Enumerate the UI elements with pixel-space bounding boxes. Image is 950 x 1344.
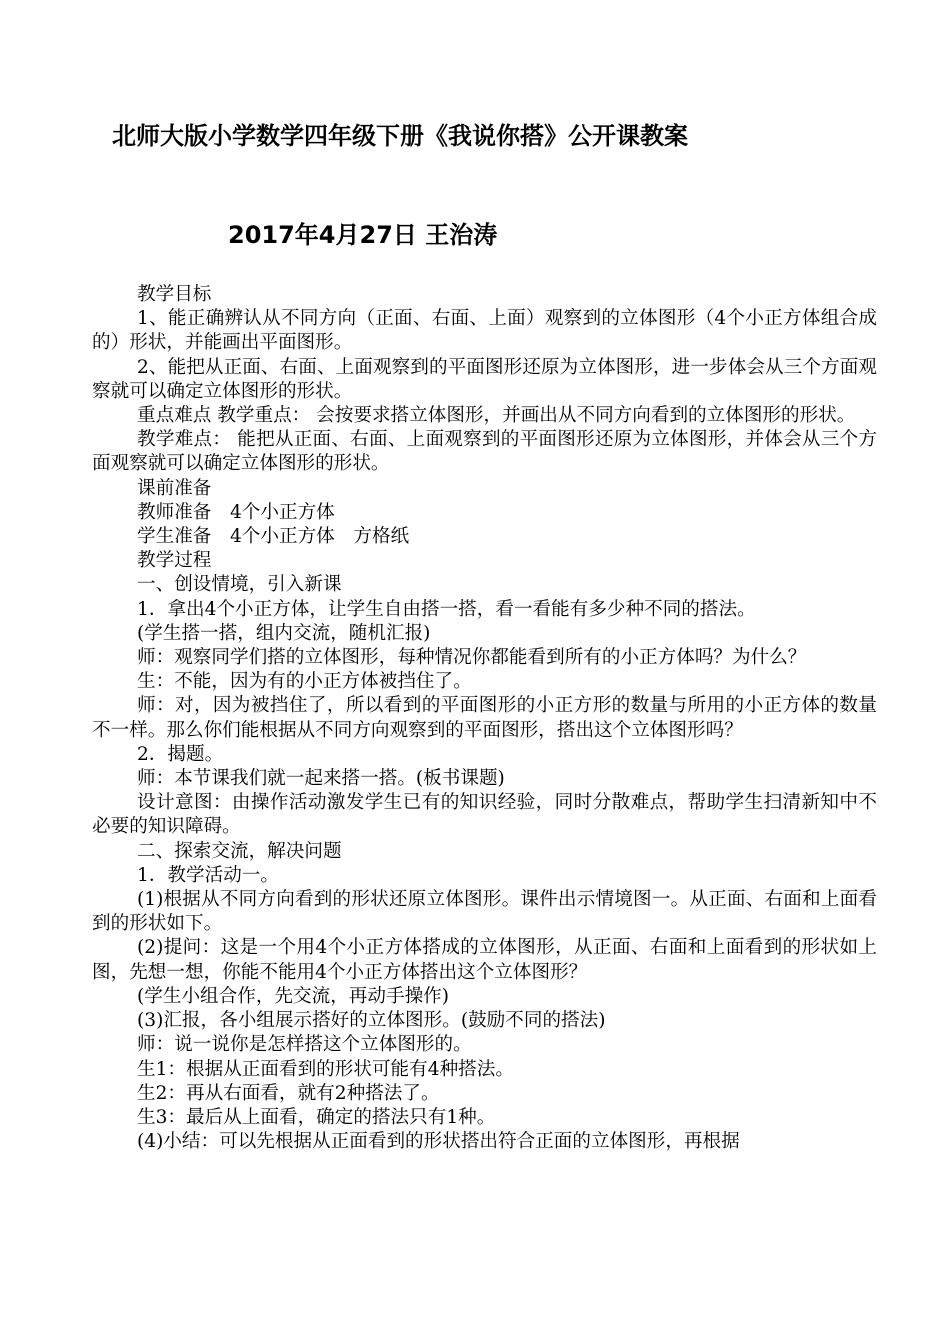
paragraph: 教师准备 4个小正方体 [137, 501, 335, 523]
paragraph: 二、探索交流，解决问题 [137, 840, 342, 862]
paragraph: (学生小组合作，先交流，再动手操作) [137, 985, 450, 1007]
document-body [92, 283, 877, 1154]
paragraph: 师：本节课我们就一起来搭一搭。(板书课题) [137, 768, 505, 790]
paragraph: 设计意图：由操作活动激发学生已有的知识经验，同时分散难点，帮助学生扫清新知中不必要的知识障碍。 [92, 792, 877, 838]
paragraph: 一、创设情境，引入新课 [137, 574, 342, 596]
paragraph: 2．揭题。 [137, 743, 224, 765]
paragraph: 教学目标 [137, 284, 212, 305]
paragraph: 师：对，因为被挡住了，所以看到的平面图形的小正方形的数量与所用的小正方体的数量不一样。那么你们能根据从不同方向观察到的平面图形，搭出这个立体图形吗？ [92, 695, 877, 741]
paragraph: 生1：根据从正面看到的形状可能有4种搭法。 [137, 1058, 514, 1080]
paragraph: 教学过程 [137, 550, 212, 572]
paragraph: 学生准备 4个小正方体 方格纸 [137, 526, 410, 548]
paragraph: (1)根据从不同方向看到的形状还原立体图形。课件出示情境图一。从正面、右面和上面看到的形状如下。 [92, 889, 877, 935]
document-title: 北师大版小学数学四年级下册《我说你搭》公开课教案 [112, 122, 688, 150]
paragraph: 重点难点 教学重点： 会按要求搭立体图形，并画出从不同方向看到的立体图形的形状。 [137, 405, 856, 427]
paragraph: 1、能正确辨认从不同方向（正面、右面、上面）观察到的立体图形（4个小正方体组合成的）形状，并能画出平面图形。 [92, 308, 877, 354]
date-author-line: 2017年4月27日 王治涛 [228, 221, 498, 249]
paragraph: (4)小结：可以先根据从正面看到的形状搭出符合正面的立体图形，再根据 [137, 1131, 740, 1153]
paragraph: 师：观察同学们搭的立体图形，每种情况你都能看到所有的小正方体吗？为什么？ [137, 647, 807, 669]
paragraph: 1．教学活动一。 [137, 864, 279, 886]
paragraph: 生2：再从右面看，就有2种搭法了。 [137, 1082, 440, 1104]
paragraph: 生3：最后从上面看，确定的搭法只有1种。 [137, 1106, 496, 1128]
paragraph: 1．拿出4个小正方体，让学生自由搭一搭，看一看能有多少种不同的搭法。 [137, 598, 756, 620]
paragraph: 教学难点： 能把从正面、右面、上面观察到的平面图形还原为立体图形，并体会从三个方面观察就可以确定立体图形的形状。 [92, 429, 877, 475]
paragraph: (3)汇报，各小组展示搭好的立体图形。(鼓励不同的搭法) [137, 1010, 606, 1032]
paragraph: (2)提问：这是一个用4个小正方体搭成的立体图形，从正面、右面和上面看到的形状如上图，先想一想，你能不能用4个小正方体搭出这个立体图形？ [92, 937, 877, 983]
paragraph: 师：说一说你是怎样搭这个立体图形的。 [137, 1034, 472, 1056]
paragraph: 课前准备 [137, 477, 212, 499]
paragraph: 生：不能，因为有的小正方体被挡住了。 [137, 671, 472, 693]
paragraph: (学生搭一搭，组内交流，随机汇报) [137, 622, 431, 644]
paragraph: 2、能把从正面、右面、上面观察到的平面图形还原为立体图形，进一步体会从三个方面观察就可以确定立体图形的形状。 [92, 356, 877, 402]
